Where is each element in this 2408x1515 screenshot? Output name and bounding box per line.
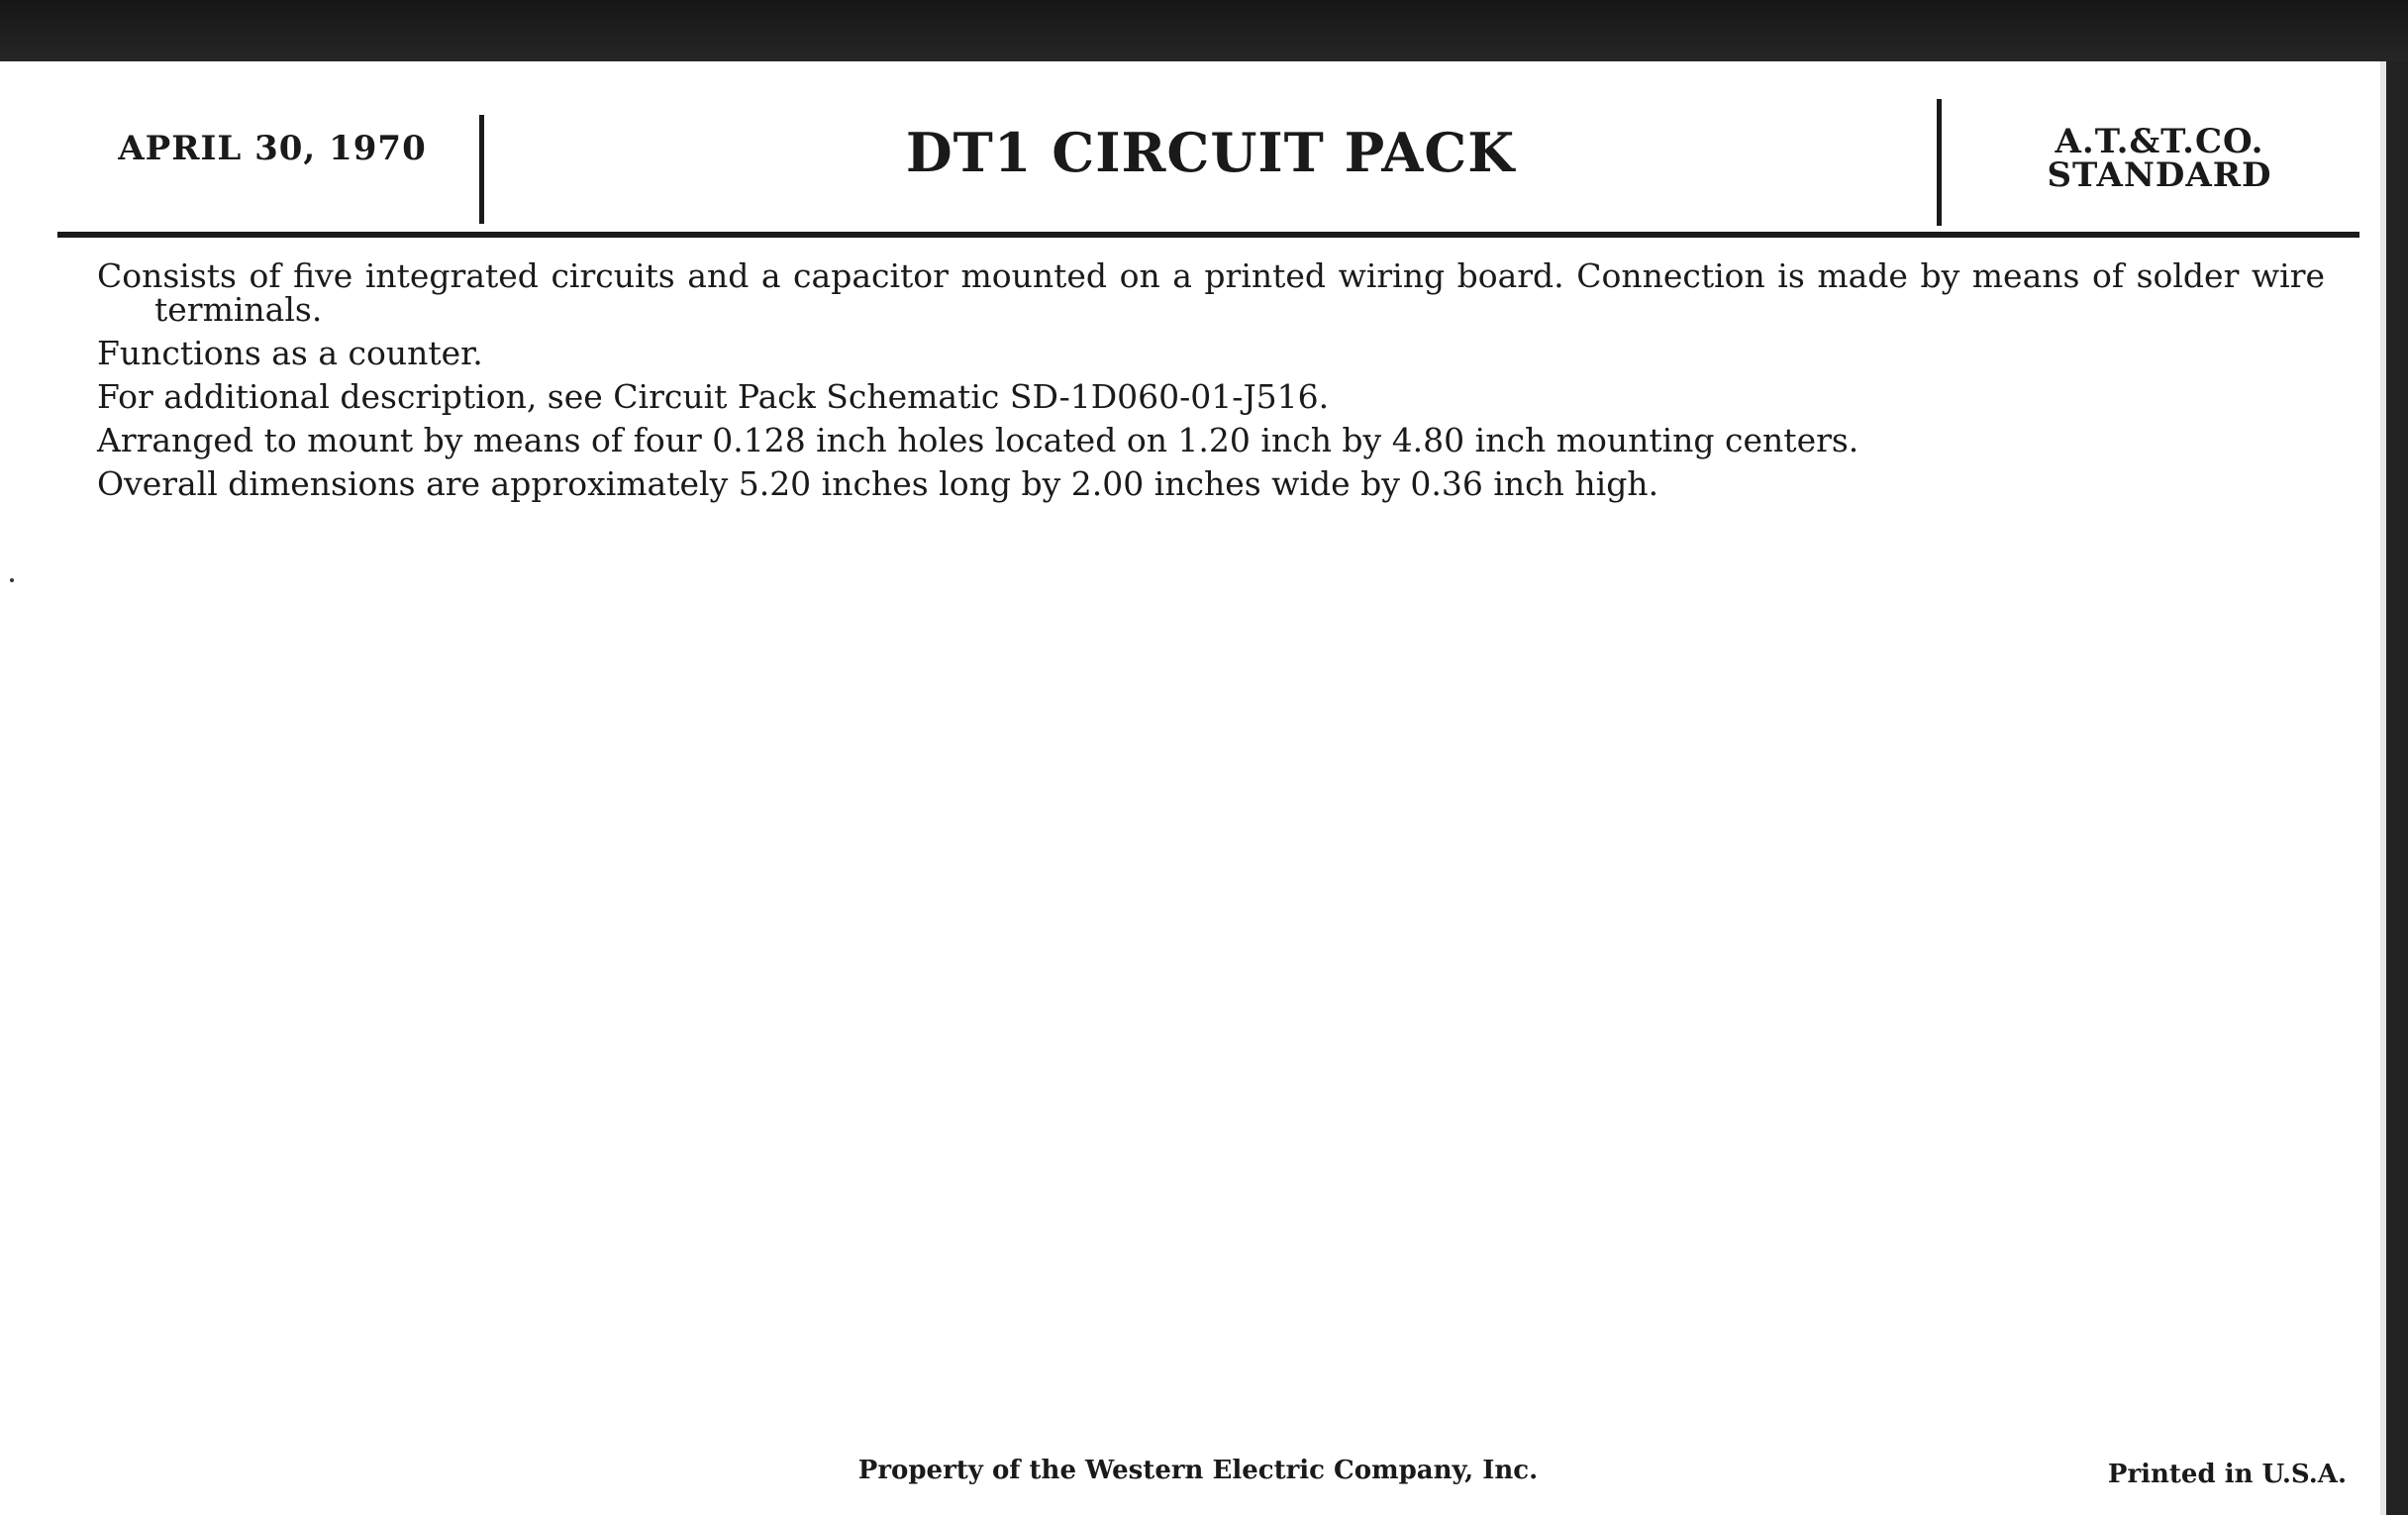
document-title: DT1 CIRCUIT PACK bbox=[905, 121, 1516, 184]
header-date: APRIL 30, 1970 bbox=[118, 129, 427, 168]
description-paragraph-3: For additional description, see Circuit Pack Schematic SD-1D060-01-J516. bbox=[97, 377, 1330, 416]
scan-background-top bbox=[0, 0, 2408, 61]
header-rule bbox=[57, 232, 2359, 238]
description-paragraph-1: Consists of five integrated circuits and a capacitor mounted on a printed wiring board. Connection is made by means of solder wire terminals. bbox=[97, 256, 2325, 329]
description-paragraph-4: Arranged to mount by means of four 0.128 inch holes located on 1.20 inch by 4.80 inch mounting centers. bbox=[97, 421, 1859, 459]
standard-line-2: STANDARD bbox=[2047, 155, 2272, 195]
footer-ownership: Property of the Western Electric Company, Inc. bbox=[857, 1456, 1539, 1485]
scan-speck bbox=[10, 578, 14, 582]
description-body bbox=[97, 256, 2325, 511]
scan-background-right bbox=[2386, 61, 2408, 1515]
description-paragraph-2: Functions as a counter. bbox=[97, 334, 483, 372]
footer-printed: Printed in U.S.A. bbox=[2107, 1460, 2347, 1489]
description-paragraph-5: Overall dimensions are approximately 5.20 inches long by 2.00 inches wide by 0.36 inch high. bbox=[97, 464, 1659, 503]
standard-label bbox=[1942, 122, 2377, 195]
standard-line-1: A.T.&T.CO. bbox=[2055, 122, 2264, 161]
